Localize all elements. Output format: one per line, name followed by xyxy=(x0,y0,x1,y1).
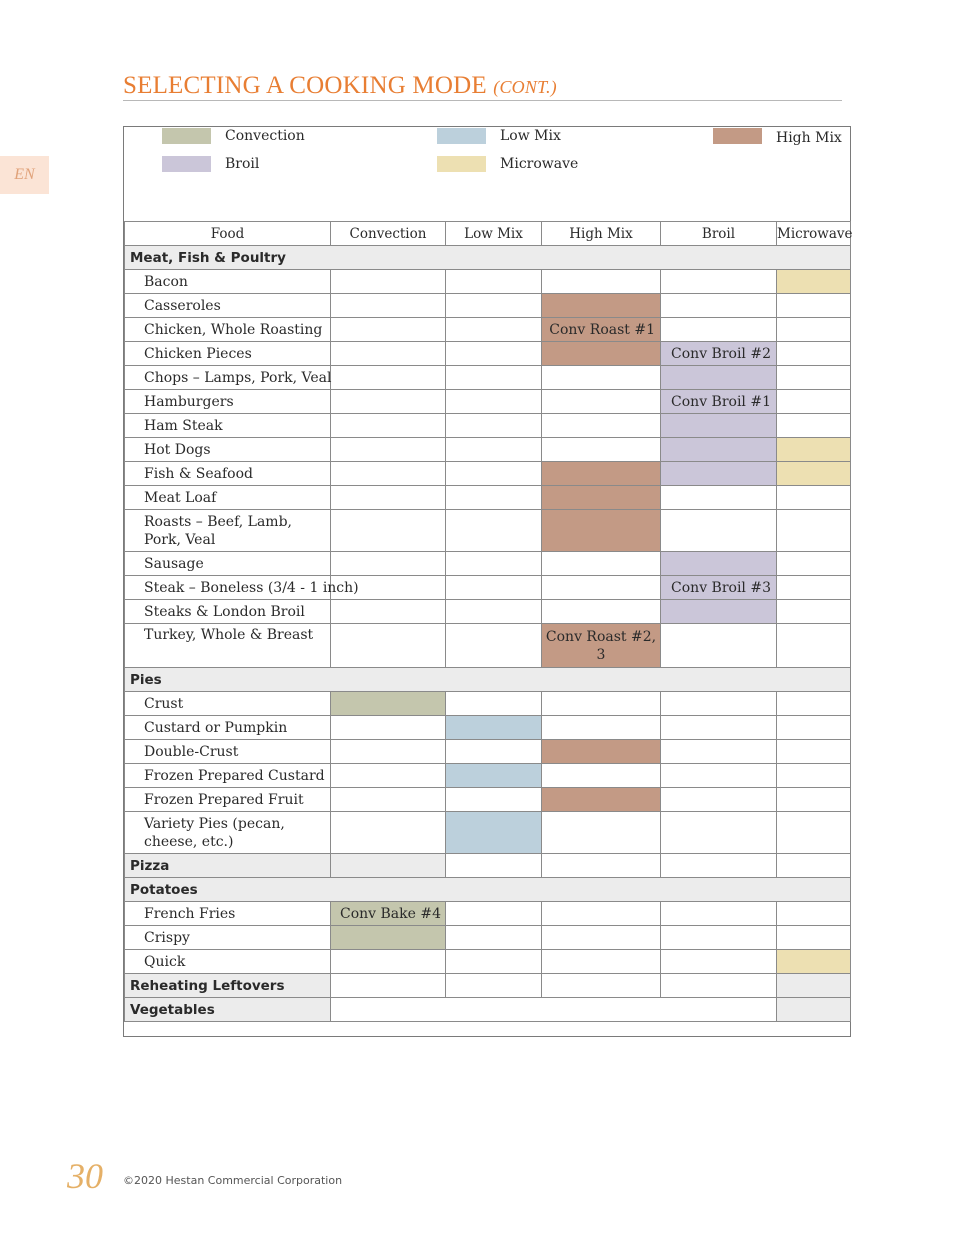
table-row xyxy=(125,576,851,600)
cell-low-mix xyxy=(446,902,542,926)
cell-microwave xyxy=(777,974,851,998)
category-label: Vegetables xyxy=(125,998,331,1022)
cell-broil xyxy=(661,716,777,740)
cell-high-mix xyxy=(542,390,661,414)
cell-convection xyxy=(331,390,446,414)
cell-low-mix xyxy=(446,390,542,414)
table-row xyxy=(125,294,851,318)
table-row xyxy=(125,270,851,294)
cell-convection xyxy=(331,974,446,998)
legend-swatch-convection xyxy=(162,128,211,144)
cell-convection xyxy=(331,462,446,486)
page-title xyxy=(123,72,557,100)
legend-label: High Mix xyxy=(776,130,842,146)
cell-high-mix xyxy=(542,576,661,600)
cell-high-mix xyxy=(542,950,661,974)
cell-broil xyxy=(661,624,777,668)
cell-high-mix xyxy=(542,462,661,486)
cell-broil xyxy=(661,270,777,294)
table-row xyxy=(125,390,851,414)
cell-convection xyxy=(331,552,446,576)
cell-convection xyxy=(331,624,446,668)
cell-broil xyxy=(661,366,777,390)
cell-convection xyxy=(331,950,446,974)
cell-microwave xyxy=(777,552,851,576)
food-name: Ham Steak xyxy=(125,414,331,438)
table-row xyxy=(125,788,851,812)
cell-blank xyxy=(331,998,777,1022)
title-cont: (CONT.) xyxy=(493,77,557,97)
cell-microwave xyxy=(777,788,851,812)
cell-low-mix xyxy=(446,788,542,812)
cell-low-mix xyxy=(446,716,542,740)
cell-high-mix xyxy=(542,486,661,510)
cell-broil xyxy=(661,486,777,510)
header-food: Food xyxy=(125,222,331,246)
cell-low-mix xyxy=(446,600,542,624)
cell-broil xyxy=(661,764,777,788)
cell-convection xyxy=(331,740,446,764)
cell-broil xyxy=(661,462,777,486)
cell-microwave xyxy=(777,692,851,716)
cell-broil xyxy=(661,318,777,342)
cell-microwave xyxy=(777,764,851,788)
cell-low-mix xyxy=(446,950,542,974)
category-row xyxy=(125,246,851,270)
cell-broil xyxy=(661,692,777,716)
cell-low-mix xyxy=(446,366,542,390)
cell-broil xyxy=(661,926,777,950)
category-row xyxy=(125,668,851,692)
cell-broil xyxy=(661,510,777,552)
category-row xyxy=(125,998,851,1022)
cell-low-mix xyxy=(446,854,542,878)
cell-broil xyxy=(661,812,777,854)
cell-broil: Conv Broil #2 xyxy=(661,342,777,366)
cell-convection xyxy=(331,926,446,950)
table-row xyxy=(125,342,851,366)
food-name: Crust xyxy=(125,692,331,716)
table-header-row xyxy=(125,222,851,246)
cell-broil xyxy=(661,854,777,878)
table-row xyxy=(125,600,851,624)
legend-swatch-low-mix xyxy=(437,128,486,144)
category-label: Reheating Leftovers xyxy=(125,974,331,998)
table-row xyxy=(125,414,851,438)
food-name: Bacon xyxy=(125,270,331,294)
cell-high-mix xyxy=(542,692,661,716)
cell-convection xyxy=(331,510,446,552)
table-row xyxy=(125,716,851,740)
category-label: Meat, Fish & Poultry xyxy=(125,246,851,270)
cell-microwave xyxy=(777,294,851,318)
table-row xyxy=(125,510,851,552)
legend-label: Broil xyxy=(225,156,260,172)
cell-low-mix xyxy=(446,294,542,318)
cell-microwave xyxy=(777,998,851,1022)
cell-microwave xyxy=(777,624,851,668)
category-label: Pizza xyxy=(125,854,331,878)
cell-low-mix xyxy=(446,974,542,998)
legend-swatch-microwave xyxy=(437,156,486,172)
cell-high-mix xyxy=(542,414,661,438)
cell-high-mix xyxy=(542,812,661,854)
cell-high-mix xyxy=(542,902,661,926)
table-row xyxy=(125,950,851,974)
table-row xyxy=(125,902,851,926)
cell-low-mix xyxy=(446,552,542,576)
cell-low-mix xyxy=(446,510,542,552)
cell-broil xyxy=(661,600,777,624)
food-name: Hamburgers xyxy=(125,390,331,414)
category-row xyxy=(125,878,851,902)
cell-convection xyxy=(331,600,446,624)
header-convection: Convection xyxy=(331,222,446,246)
cell-high-mix xyxy=(542,974,661,998)
cell-low-mix xyxy=(446,812,542,854)
food-name: Steak – Boneless (3/4 - 1 inch) xyxy=(125,576,331,600)
legend-low-mix xyxy=(437,128,561,144)
legend-swatch-high-mix xyxy=(713,128,762,144)
food-name: Double-Crust xyxy=(125,740,331,764)
food-name: Variety Pies (pecan, cheese, etc.) xyxy=(125,812,331,854)
cell-microwave xyxy=(777,902,851,926)
cell-high-mix xyxy=(542,438,661,462)
cell-microwave xyxy=(777,390,851,414)
cell-high-mix xyxy=(542,788,661,812)
cell-broil xyxy=(661,902,777,926)
cell-low-mix xyxy=(446,438,542,462)
cell-broil: Conv Broil #1 xyxy=(661,390,777,414)
food-name: Steaks & London Broil xyxy=(125,600,331,624)
table-row xyxy=(125,366,851,390)
cell-microwave xyxy=(777,854,851,878)
cell-low-mix xyxy=(446,576,542,600)
legend-microwave xyxy=(437,156,578,172)
cell-high-mix xyxy=(542,270,661,294)
cell-convection xyxy=(331,486,446,510)
cell-microwave xyxy=(777,600,851,624)
cell-low-mix xyxy=(446,926,542,950)
legend-label: Low Mix xyxy=(500,128,561,144)
cell-microwave xyxy=(777,716,851,740)
header-microwave: Microwave xyxy=(777,222,851,246)
table-row xyxy=(125,812,851,854)
table-row xyxy=(125,740,851,764)
cell-convection xyxy=(331,854,446,878)
cell-high-mix xyxy=(542,366,661,390)
cell-convection xyxy=(331,342,446,366)
cell-convection xyxy=(331,414,446,438)
food-name: Meat Loaf xyxy=(125,486,331,510)
food-name: Fish & Seafood xyxy=(125,462,331,486)
cell-microwave xyxy=(777,950,851,974)
cell-convection xyxy=(331,764,446,788)
cell-convection xyxy=(331,318,446,342)
cell-convection xyxy=(331,294,446,318)
cell-high-mix xyxy=(542,552,661,576)
cell-high-mix xyxy=(542,740,661,764)
cell-convection xyxy=(331,366,446,390)
cell-low-mix xyxy=(446,624,542,668)
food-name: Turkey, Whole & Breast xyxy=(125,624,331,668)
legend-swatch-broil xyxy=(162,156,211,172)
cell-high-mix: Conv Roast #2, 3 xyxy=(542,624,661,668)
legend-label: Convection xyxy=(225,128,305,144)
legend-convection xyxy=(162,128,305,144)
food-name: Quick xyxy=(125,950,331,974)
cell-microwave xyxy=(777,366,851,390)
food-name: Hot Dogs xyxy=(125,438,331,462)
legend-label: Microwave xyxy=(500,156,579,172)
food-name: Crispy xyxy=(125,926,331,950)
cell-low-mix xyxy=(446,462,542,486)
food-name: French Fries xyxy=(125,902,331,926)
food-name: Chicken, Whole Roasting xyxy=(125,318,331,342)
cell-broil xyxy=(661,414,777,438)
category-label: Potatoes xyxy=(125,878,851,902)
table-row xyxy=(125,764,851,788)
cell-broil xyxy=(661,438,777,462)
cell-low-mix xyxy=(446,342,542,366)
cell-high-mix xyxy=(542,854,661,878)
cell-high-mix xyxy=(542,600,661,624)
food-name: Sausage xyxy=(125,552,331,576)
food-name: Frozen Prepared Custard xyxy=(125,764,331,788)
category-label: Pies xyxy=(125,668,851,692)
cell-microwave xyxy=(777,414,851,438)
food-name: Custard or Pumpkin xyxy=(125,716,331,740)
cell-high-mix xyxy=(542,510,661,552)
footer-copyright: ©2020 Hestan Commercial Corporation xyxy=(123,1174,343,1187)
cell-microwave xyxy=(777,926,851,950)
table-row xyxy=(125,438,851,462)
cell-microwave xyxy=(777,318,851,342)
cell-convection xyxy=(331,270,446,294)
cell-low-mix xyxy=(446,318,542,342)
cell-microwave xyxy=(777,270,851,294)
cell-broil xyxy=(661,974,777,998)
cell-microwave xyxy=(777,510,851,552)
cooking-mode-table xyxy=(124,221,851,1022)
cell-convection xyxy=(331,716,446,740)
category-row xyxy=(125,854,851,878)
title-main: SELECTING A COOKING MODE xyxy=(123,72,487,99)
table-row xyxy=(125,462,851,486)
food-name: Frozen Prepared Fruit xyxy=(125,788,331,812)
cell-broil xyxy=(661,788,777,812)
header-high-mix: High Mix xyxy=(542,222,661,246)
cell-broil xyxy=(661,552,777,576)
cell-broil xyxy=(661,740,777,764)
table-row xyxy=(125,318,851,342)
cell-convection: Conv Bake #4 xyxy=(331,902,446,926)
table-row xyxy=(125,692,851,716)
table-row xyxy=(125,926,851,950)
cell-convection xyxy=(331,812,446,854)
table-row xyxy=(125,486,851,510)
food-name: Casseroles xyxy=(125,294,331,318)
cell-high-mix: Conv Roast #1 xyxy=(542,318,661,342)
header-low-mix: Low Mix xyxy=(446,222,542,246)
food-name: Chicken Pieces xyxy=(125,342,331,366)
page-number: 30 xyxy=(67,1156,103,1196)
cell-high-mix xyxy=(542,294,661,318)
cell-microwave xyxy=(777,462,851,486)
cell-high-mix xyxy=(542,764,661,788)
language-tab: EN xyxy=(0,156,49,194)
cell-microwave xyxy=(777,342,851,366)
cell-broil: Conv Broil #3 xyxy=(661,576,777,600)
table-row xyxy=(125,624,851,668)
food-name: Roasts – Beef, Lamb, Pork, Veal xyxy=(125,510,331,552)
cell-microwave xyxy=(777,576,851,600)
cell-broil xyxy=(661,294,777,318)
cell-convection xyxy=(331,788,446,812)
cell-low-mix xyxy=(446,764,542,788)
cell-microwave xyxy=(777,486,851,510)
category-row xyxy=(125,974,851,998)
legend-high-mix xyxy=(713,128,842,146)
cell-microwave xyxy=(777,740,851,764)
cell-low-mix xyxy=(446,414,542,438)
cell-high-mix xyxy=(542,342,661,366)
title-rule xyxy=(123,100,842,101)
cell-convection xyxy=(331,438,446,462)
header-broil: Broil xyxy=(661,222,777,246)
food-name: Chops – Lamps, Pork, Veal xyxy=(125,366,331,390)
cell-broil xyxy=(661,950,777,974)
cell-high-mix xyxy=(542,716,661,740)
cell-low-mix xyxy=(446,740,542,764)
cell-convection xyxy=(331,692,446,716)
cell-low-mix xyxy=(446,270,542,294)
cell-high-mix xyxy=(542,926,661,950)
legend-broil xyxy=(162,156,259,172)
cell-microwave xyxy=(777,438,851,462)
cell-low-mix xyxy=(446,486,542,510)
cell-low-mix xyxy=(446,692,542,716)
table-row xyxy=(125,552,851,576)
cell-microwave xyxy=(777,812,851,854)
